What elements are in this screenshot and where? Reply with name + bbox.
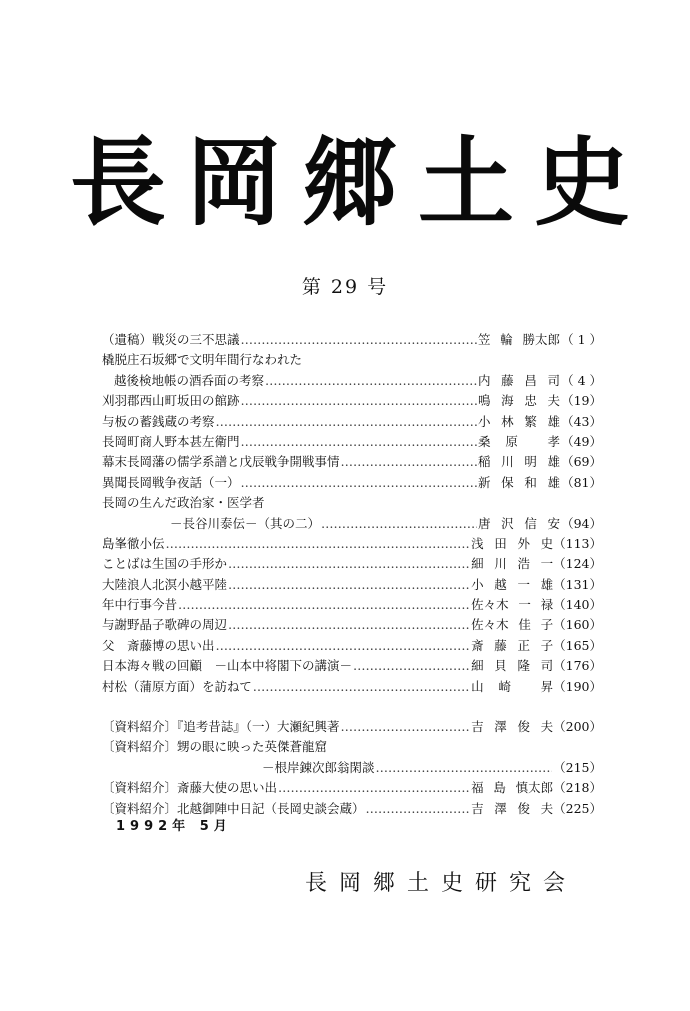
author-part: 海: [501, 393, 514, 409]
entry-title: 長岡町商人野本甚左衛門: [102, 433, 240, 449]
author-part: 慎太郎: [515, 780, 554, 796]
toc-entry: [102, 778, 602, 798]
entry-title: 与板の蓄銭蔵の考察: [102, 413, 215, 429]
entry-title: 〔資料紹介〕甥の眼に映った英傑蒼龍窟: [102, 739, 328, 755]
author-part: 浅: [471, 535, 484, 551]
leader-dots: [353, 658, 470, 673]
toc-entry: [102, 473, 602, 493]
author-part: 小: [478, 413, 491, 429]
entry-title: 年中行事今昔: [102, 597, 178, 613]
entry-page: （49）: [561, 433, 602, 449]
author-part: 子: [540, 637, 554, 653]
author-part: 繁: [524, 413, 537, 429]
author-part: 佳: [518, 617, 531, 633]
entry-page: （ 4 ）: [561, 372, 602, 388]
toc-entry: [102, 493, 602, 513]
toc-entry: [102, 737, 602, 757]
author-part: 佐々木: [471, 617, 509, 633]
entry-title: 〔資料紹介〕北越御陣中日記（長岡史談会蔵）: [102, 800, 365, 816]
entry-title: 島峯徹小伝: [102, 535, 165, 551]
entry-page: （200）: [553, 719, 602, 735]
leader-dots: [216, 638, 471, 653]
entry-title: 刈羽郡西山町坂田の館跡: [102, 393, 240, 409]
author-part: 隆: [517, 658, 530, 674]
issue-number: 第 29 号: [301, 276, 389, 298]
entry-page: （218）: [553, 780, 602, 796]
toc-entry: [102, 371, 602, 391]
entry-author: [471, 554, 553, 572]
entry-title: 〔資料紹介〕斎藤大使の思い出: [102, 780, 278, 796]
entry-page: （94）: [561, 515, 602, 531]
author-part: 澤: [494, 800, 507, 816]
author-part: 外: [517, 535, 530, 551]
entry-title: 〔資料紹介〕『追考昔誌』（一）大瀬紀興著: [102, 719, 340, 735]
author-part: 唐: [478, 515, 491, 531]
author-part: 桑: [478, 433, 491, 449]
leader-dots: [228, 556, 470, 571]
leader-dots: [341, 719, 471, 734]
author-part: 新: [478, 474, 491, 490]
entry-title: 長岡の生んだ政治家・医学者: [102, 495, 265, 511]
author-part: 夫: [547, 393, 560, 409]
leader-dots: [321, 516, 477, 531]
toc-entry: [102, 575, 602, 595]
author-part: 一: [517, 576, 530, 592]
title-char: 史: [534, 126, 630, 239]
author-part: 福: [471, 780, 484, 796]
leader-dots: [376, 760, 553, 775]
leader-dots: [241, 332, 477, 347]
author-part: 安: [547, 515, 560, 531]
author-part: 正: [517, 637, 530, 653]
entry-author: [478, 412, 560, 430]
entry-author: [478, 391, 560, 409]
title-char: 土: [418, 126, 514, 239]
entry-title: 日本海々戦の回顧 －山本中将閣下の講演－: [102, 658, 353, 674]
author-part: 細: [471, 556, 484, 572]
author-part: 和: [524, 474, 537, 490]
entry-page: （19）: [561, 393, 602, 409]
entry-page: （140）: [553, 597, 602, 613]
author-part: 藤: [494, 637, 507, 653]
entry-author: [478, 371, 560, 389]
toc-entry: [102, 636, 602, 656]
journal-title: [70, 128, 630, 238]
entry-page: （124）: [553, 556, 602, 572]
entry-author: [478, 330, 560, 348]
toc-entry: [102, 514, 602, 534]
toc-articles: [102, 330, 602, 697]
toc-materials: [102, 717, 602, 819]
entry-title: ことばは生国の手形か: [102, 556, 228, 572]
entry-author: [478, 514, 560, 532]
toc-entry: [102, 595, 602, 615]
author-part: 忠: [524, 393, 537, 409]
toc-entry: [102, 677, 602, 697]
author-part: 昌: [524, 372, 537, 388]
author-part: 越: [494, 576, 507, 592]
author-part: 原: [505, 433, 518, 449]
author-part: 俊: [517, 800, 530, 816]
author-part: 細: [471, 658, 484, 674]
entry-author: [471, 595, 553, 613]
author-part: 雄: [547, 413, 560, 429]
leader-dots: [366, 801, 471, 816]
entry-author: [478, 432, 560, 450]
title-char: 郷: [302, 126, 398, 239]
author-part: 島: [493, 780, 506, 796]
author-part: 佐々木: [471, 597, 509, 613]
entry-author: [471, 534, 553, 552]
author-part: 信: [524, 515, 537, 531]
entry-title: 大陸浪人北溟小越平陸: [102, 576, 228, 592]
leader-dots: [278, 780, 470, 795]
author-part: 輪: [500, 332, 513, 347]
toc-entry: [102, 656, 602, 676]
leader-dots: [241, 475, 477, 490]
entry-page: （165）: [553, 637, 602, 653]
entry-title: 父 斎藤博の思い出: [102, 637, 215, 653]
author-part: 川: [501, 454, 514, 470]
entry-title: 村松（蒲原方面）を訪ねて: [102, 678, 252, 694]
author-part: 沢: [501, 515, 514, 531]
entry-title: －根岸錬次郎翁閑談: [262, 759, 375, 775]
entry-title: 橇脱庄石坂郷で文明年間行なわれた: [102, 352, 303, 368]
author-part: 雄: [540, 576, 554, 592]
toc-entry: [102, 758, 602, 778]
entry-author: [471, 615, 553, 633]
entry-title: 異聞長岡戦争夜話（一）: [102, 474, 240, 490]
author-part: 稲: [478, 454, 491, 470]
author-part: 夫: [540, 800, 554, 816]
author-part: 藤: [501, 372, 514, 388]
entry-author: [471, 656, 553, 674]
leader-dots: [341, 454, 477, 469]
entry-page: （ 1 ）: [561, 332, 602, 347]
entry-author: [478, 473, 560, 491]
entry-author: [471, 677, 553, 695]
author-part: 一: [518, 597, 531, 613]
entry-page: （215）: [553, 759, 602, 775]
toc-entry: [102, 432, 602, 452]
author-part: 田: [494, 535, 507, 551]
leader-dots: [228, 577, 470, 592]
author-part: 保: [501, 474, 514, 490]
author-part: 崎: [498, 678, 511, 694]
entry-page: （190）: [553, 678, 602, 694]
author-part: 夫: [540, 719, 554, 735]
author-part: 孝: [547, 433, 560, 449]
title-char: 岡: [186, 126, 282, 239]
toc-entry: [102, 412, 602, 432]
author-part: 一: [540, 556, 554, 572]
author-part: 吉: [471, 800, 484, 816]
author-part: 斎: [471, 637, 484, 653]
leader-dots: [216, 414, 477, 429]
entry-title: （遺稿）戦災の三不思議: [102, 332, 240, 347]
author-part: 史: [540, 535, 554, 551]
section-gap: [102, 697, 602, 717]
entry-author: [471, 778, 553, 796]
toc-entry: [102, 350, 602, 370]
entry-title: 越後検地帳の酒呑面の考察: [114, 372, 265, 388]
author-part: 澤: [494, 719, 507, 735]
entry-page: （81）: [561, 474, 602, 490]
author-part: 司: [547, 372, 560, 388]
entry-author: [478, 452, 560, 470]
entry-page: （176）: [553, 658, 602, 674]
publication-date: 1992年 5月: [116, 819, 232, 834]
toc-entry: [102, 554, 602, 574]
author-part: 笠: [478, 332, 491, 347]
entry-page: （69）: [561, 454, 602, 470]
toc-entry: [102, 615, 602, 635]
entry-author: [471, 799, 553, 817]
author-part: 内: [478, 372, 491, 388]
entry-title: 与謝野晶子歌碑の周辺: [102, 617, 228, 633]
author-part: 禄: [540, 597, 554, 613]
author-part: 俊: [517, 719, 530, 735]
entry-author: [471, 717, 553, 735]
leader-dots: [253, 679, 470, 694]
entry-page: （131）: [553, 576, 602, 592]
leader-dots: [265, 373, 477, 388]
entry-page: （225）: [553, 800, 602, 816]
entry-page: （113）: [553, 535, 602, 551]
author-part: 子: [540, 617, 554, 633]
leader-dots: [228, 617, 470, 632]
title-char: 長: [70, 126, 166, 239]
publisher-name: 長岡郷土史研究会: [305, 871, 578, 896]
author-part: 雄: [547, 454, 560, 470]
author-part: 司: [540, 658, 554, 674]
leader-dots: [166, 536, 471, 551]
author-part: 貝: [494, 658, 507, 674]
entry-author: [471, 636, 553, 654]
author-part: 林: [501, 413, 514, 429]
author-part: 山: [471, 678, 484, 694]
toc-entry: [102, 330, 602, 350]
author-part: 勝太郎: [522, 332, 560, 347]
author-part: 川: [494, 556, 507, 572]
leader-dots: [178, 597, 470, 612]
author-part: 昇: [540, 678, 554, 694]
author-part: 浩: [517, 556, 530, 572]
toc-entry: [102, 717, 602, 737]
toc-entry: [102, 452, 602, 472]
toc-entry: [102, 391, 602, 411]
entry-author: [471, 575, 553, 593]
author-part: 吉: [471, 719, 484, 735]
author-part: 鳴: [478, 393, 491, 409]
author-part: 小: [471, 576, 484, 592]
leader-dots: [241, 434, 477, 449]
author-part: 雄: [547, 474, 560, 490]
leader-dots: [241, 393, 477, 408]
toc-entry: [102, 534, 602, 554]
entry-page: （43）: [561, 413, 602, 429]
author-part: 明: [524, 454, 537, 470]
entry-page: （160）: [553, 617, 602, 633]
table-of-contents: [102, 330, 602, 819]
entry-title: 幕末長岡藩の儒学系譜と戊辰戦争開戦事情: [102, 454, 340, 470]
entry-title: －長谷川泰伝－（其の二）: [170, 515, 321, 531]
